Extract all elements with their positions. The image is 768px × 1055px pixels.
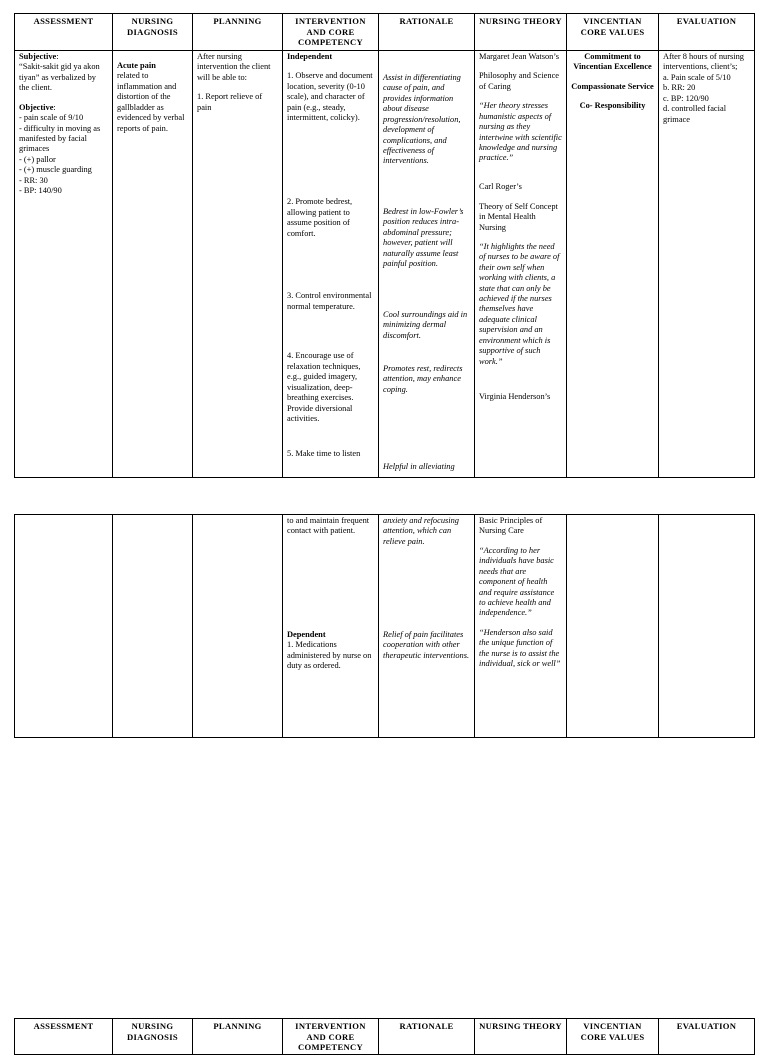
core-value: Co- Responsibility bbox=[579, 101, 646, 111]
intervention-cell bbox=[283, 51, 379, 478]
theory-name: Virginia Henderson’s bbox=[479, 391, 551, 401]
evaluation-item: c. BP: 120/90 bbox=[663, 93, 709, 103]
planning-intro: After nursing intervention the client will be able to: bbox=[197, 52, 271, 82]
header-vincentian-values: VINCENTIAN CORE VALUES bbox=[567, 1019, 659, 1055]
diagnosis-cell bbox=[113, 515, 193, 738]
evaluation-cell bbox=[659, 51, 755, 478]
care-plan-row bbox=[15, 515, 755, 738]
intervention-item: 4. Encourage use of relaxation techniques, e.g., guided imagery, visualization, deep-breathing exercises. Provide diversional activities. bbox=[287, 351, 361, 423]
theory-title: Theory of Self Concept in Mental Health Nursing bbox=[479, 201, 558, 232]
planning-cell bbox=[193, 51, 283, 478]
diagnosis-cell bbox=[113, 51, 193, 478]
intervention-item: 1. Observe and document location, severity (0-10 scale), and character of pain (e.g., steady, intermittent, colicky). bbox=[287, 71, 373, 123]
theory-name: Margaret Jean Watson’s bbox=[479, 52, 559, 61]
intervention-item: 3. Control environmental normal temperature. bbox=[287, 291, 372, 311]
rationale-item: Promotes rest, redirects attention, may enhance coping. bbox=[383, 364, 463, 394]
objective-label: Objective bbox=[19, 102, 54, 112]
subjective-text: “Sakit-sakit gid ya akon tiyan” as verbalized by the client. bbox=[19, 62, 100, 93]
diagnosis-text: related to inflammation and distortion of the gallbladder as evidenced by verbal reports of pain. bbox=[117, 71, 185, 133]
header-assessment: ASSESSMENT bbox=[15, 1019, 113, 1055]
planning-item: 1. Report relieve of pain bbox=[197, 92, 263, 112]
rationale-continued: anxiety and refocusing attention, which can relieve pain. bbox=[383, 516, 459, 546]
evaluation-cell bbox=[659, 515, 755, 738]
objective-item: - pain scale of 9/10 bbox=[19, 113, 84, 123]
rationale-cell bbox=[379, 515, 475, 738]
header-evaluation: EVALUATION bbox=[659, 14, 755, 51]
header-rationale: RATIONALE bbox=[379, 1019, 475, 1055]
diagnosis-title: Acute pain bbox=[117, 61, 156, 70]
header-intervention: INTERVENTION AND CORE COMPETENCY bbox=[283, 1019, 379, 1055]
rationale-item: Helpful in alleviating bbox=[383, 462, 455, 471]
header-rationale: RATIONALE bbox=[379, 14, 475, 51]
theory-quote: “According to her individuals have basic needs that are component of health and require assistance to achieve health and independence.” bbox=[479, 545, 555, 618]
evaluation-item: b. RR: 20 bbox=[663, 83, 696, 93]
header-assessment: ASSESSMENT bbox=[15, 14, 113, 51]
planning-cell bbox=[193, 515, 283, 738]
subjective-label: Subjective bbox=[19, 52, 57, 61]
core-value: Commitment to Vincentian Excellence bbox=[573, 52, 652, 72]
independent-label: Independent bbox=[287, 52, 333, 61]
header-nursing-theory: NURSING THEORY bbox=[475, 14, 567, 51]
header-vincentian-values: VINCENTIAN CORE VALUES bbox=[567, 14, 659, 51]
objective-item: - (+) pallor bbox=[19, 154, 56, 164]
dependent-item: 1. Medications administered by nurse on duty as ordered. bbox=[287, 640, 372, 671]
header-intervention: INTERVENTION AND CORE COMPETENCY bbox=[283, 14, 379, 51]
header-planning: PLANNING bbox=[193, 1019, 283, 1055]
theory-quote: “Henderson also said the unique function of the nurse is to assist the individual, sick or well” bbox=[479, 627, 561, 669]
intervention-item: 5. Make time to listen bbox=[287, 449, 361, 459]
header-row bbox=[15, 14, 755, 51]
theory-cell bbox=[475, 51, 567, 478]
header-evaluation: EVALUATION bbox=[659, 1019, 755, 1055]
core-value: Compassionate Service bbox=[571, 81, 654, 91]
theory-title: Philosophy and Science of Caring bbox=[479, 71, 560, 91]
assessment-cell: Subjective: “Sakit-sakit gid ya akon tiyan” as verbalized by the client. Objective: - pain scale of 9/10 - difficulty in moving as manifested by facial grimaces - (+) pallor - (+) muscle guarding - RR: 30 - BP: 140/90 bbox=[15, 51, 113, 478]
objective-item: - difficulty in moving as manifested by facial grimaces bbox=[19, 123, 101, 154]
rationale-dependent: Relief of pain facilitates cooperation with other therapeutic interventions. bbox=[383, 630, 470, 660]
rationale-item: Bedrest in low-Fowler’s position reduces intra-abdominal pressure; however, patient will naturally assume least painful position. bbox=[383, 207, 464, 269]
rationale-item: Cool surroundings aid in minimizing dermal discomfort. bbox=[383, 310, 468, 340]
objective-item: - BP: 140/90 bbox=[19, 186, 62, 196]
theory-quote: “It highlights the need of nurses to be aware of their own self when working with clients, a state that can only be achieved if the nurses themselves have adequate clinical supervision and an environment which is supportive of such work.” bbox=[479, 241, 560, 366]
header-nursing-diagnosis: NURSING DIAGNOSIS bbox=[113, 14, 193, 51]
care-plan-table-1 bbox=[14, 13, 755, 478]
intervention-cell bbox=[283, 515, 379, 738]
intervention-continued: to and maintain frequent contact with patient. bbox=[287, 516, 370, 536]
theory-cell bbox=[475, 515, 567, 738]
care-plan-table-2 bbox=[14, 514, 755, 738]
intervention-item: 2. Promote bedrest, allowing patient to assume position of comfort. bbox=[287, 197, 353, 238]
evaluation-item: a. Pain scale of 5/10 bbox=[663, 72, 731, 82]
dependent-label: Dependent bbox=[287, 630, 326, 639]
theory-name: Carl Roger’s bbox=[479, 182, 522, 192]
header-nursing-theory: NURSING THEORY bbox=[475, 1019, 567, 1055]
rationale-cell bbox=[379, 51, 475, 478]
evaluation-intro: After 8 hours of nursing interventions, client’s; bbox=[663, 52, 744, 72]
header-planning: PLANNING bbox=[193, 14, 283, 51]
objective-item: - RR: 30 bbox=[19, 175, 48, 185]
rationale-item: Assist in differentiating cause of pain, and provides information about disease progression/resolution, development of complications, and effectiveness of interventions. bbox=[383, 73, 461, 166]
assessment-cell bbox=[15, 515, 113, 738]
values-cell bbox=[567, 515, 659, 738]
values-cell bbox=[567, 51, 659, 478]
theory-quote: “Her theory stresses humanistic aspects of nursing as they intertwine with scientific knowledge and nursing practice.” bbox=[479, 101, 562, 163]
care-plan-row bbox=[15, 51, 755, 478]
theory-title: Basic Principles of Nursing Care bbox=[479, 516, 543, 536]
objective-item: - (+) muscle guarding bbox=[19, 165, 92, 175]
evaluation-item: d. controlled facial grimace bbox=[663, 104, 727, 124]
header-nursing-diagnosis: NURSING DIAGNOSIS bbox=[113, 1019, 193, 1055]
